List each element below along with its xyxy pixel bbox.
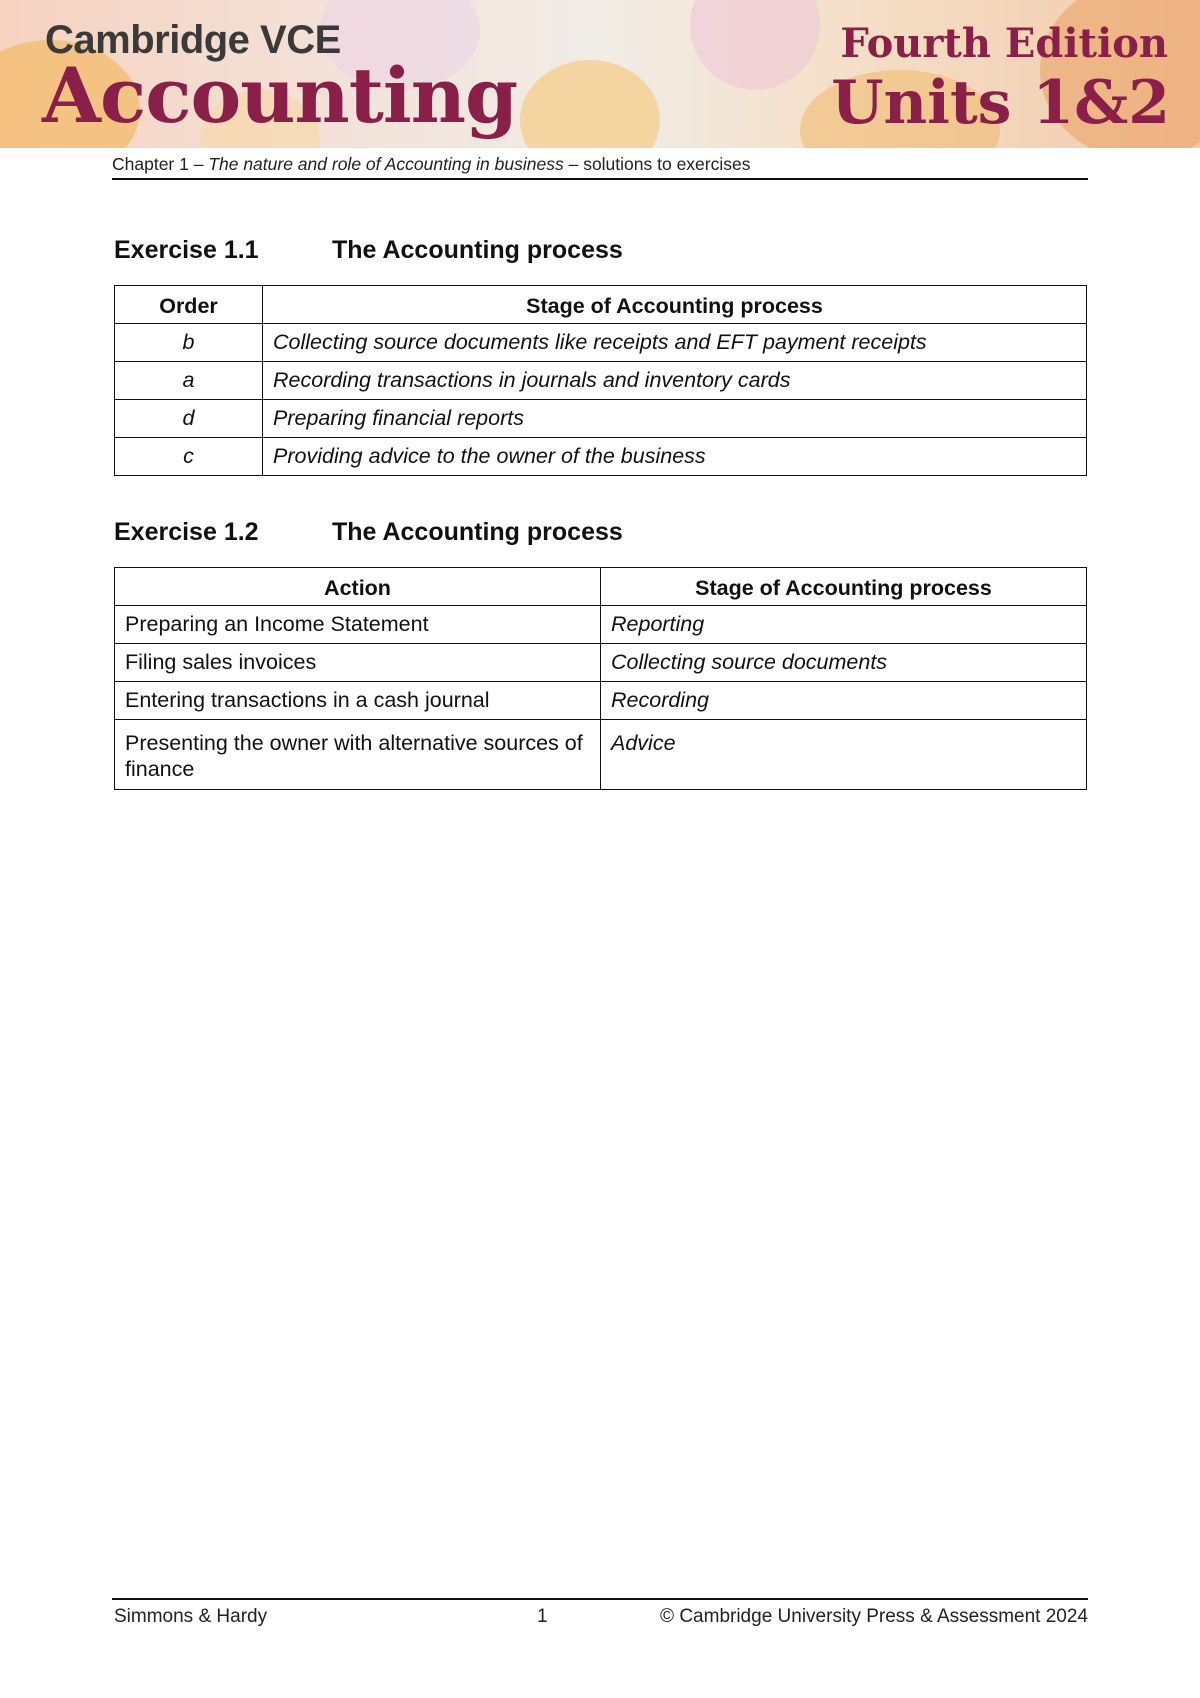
stage-cell: Collecting source documents like receipts and EFT payment receipts (263, 324, 1087, 362)
exercise-title: The Accounting process (332, 236, 623, 264)
units-label: Units 1&2 (831, 68, 1170, 138)
exercise-1-2-table (114, 567, 1087, 790)
footer-copyright: © Cambridge University Press & Assessment 2024 (660, 1606, 1088, 1627)
page-number: 1 (537, 1606, 548, 1627)
running-header-chapter-title: The nature and role of Accounting in business (208, 154, 564, 174)
table-row (115, 606, 1087, 644)
table-row (115, 324, 1087, 362)
action-cell: Presenting the owner with alternative sources of finance (115, 720, 601, 790)
action-cell: Filing sales invoices (115, 644, 601, 682)
table-row (115, 682, 1087, 720)
action-cell: Preparing an Income Statement (115, 606, 601, 644)
banner-decoration (520, 60, 660, 148)
table-row (115, 644, 1087, 682)
column-header-stage: Stage of Accounting process (263, 286, 1087, 324)
edition-label: Fourth Edition (840, 20, 1168, 67)
running-header-suffix: – solutions to exercises (563, 154, 751, 174)
order-cell: d (115, 400, 263, 438)
action-cell: Entering transactions in a cash journal (115, 682, 601, 720)
exercise-heading (114, 236, 623, 265)
stage-cell: Recording transactions in journals and inventory cards (263, 362, 1087, 400)
brand-series: Cambridge VCE (45, 18, 341, 62)
stage-cell: Collecting source documents (601, 644, 1087, 682)
table-header-row (115, 286, 1087, 324)
column-header-stage: Stage of Accounting process (601, 568, 1087, 606)
stage-cell: Recording (601, 682, 1087, 720)
column-header-order: Order (115, 286, 263, 324)
stage-cell: Advice (601, 720, 1087, 790)
exercise-title: The Accounting process (332, 518, 623, 546)
brand-title: Accounting (42, 51, 518, 140)
order-cell: a (115, 362, 263, 400)
exercise-number: Exercise 1.2 (114, 518, 259, 546)
page-footer (112, 1598, 1088, 1634)
running-header-prefix: Chapter 1 – (112, 154, 209, 174)
exercise-number: Exercise 1.1 (114, 236, 259, 264)
table-row (115, 720, 1087, 790)
cover-banner (0, 0, 1200, 148)
table-row (115, 438, 1087, 476)
exercise-1-1-table (114, 285, 1087, 476)
stage-cell: Providing advice to the owner of the business (263, 438, 1087, 476)
order-cell: c (115, 438, 263, 476)
running-header (112, 154, 1088, 180)
exercise-heading (114, 518, 623, 547)
table-row (115, 400, 1087, 438)
table-header-row (115, 568, 1087, 606)
footer-authors: Simmons & Hardy (114, 1606, 268, 1627)
stage-cell: Reporting (601, 606, 1087, 644)
stage-cell: Preparing financial reports (263, 400, 1087, 438)
table-row (115, 362, 1087, 400)
column-header-action: Action (115, 568, 601, 606)
order-cell: b (115, 324, 263, 362)
banner-decoration (690, 0, 820, 90)
